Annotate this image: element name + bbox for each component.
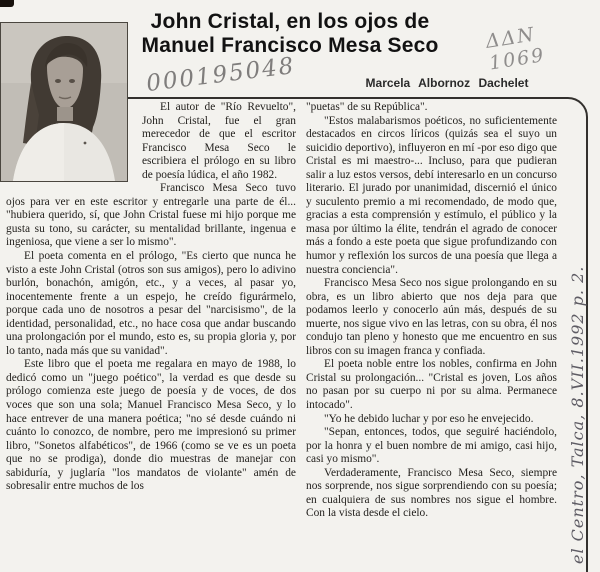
article-paragraph: "puetas" de su República".: [306, 101, 428, 113]
scan-corner-mark: [0, 0, 14, 7]
article-right-column: [306, 101, 557, 521]
article-paragraph: "Yo he debido luchar y por eso he envejecido.: [324, 412, 534, 425]
byline: Marcela Albornoz Dachelet: [365, 76, 529, 90]
handwritten-catalog-code: ΔΔN 1069: [484, 23, 547, 75]
handwritten-accession-number: 000195048: [144, 52, 297, 98]
article-paragraph: "Estos malabarismos poéticos, no suficientemente destacados en circos líricos (quizás sea el suyo un suicidio deportivo), influyeron en mí -por eso digo que Cristal es mi maestro-... Incluso, para que pudieran salir a luz estos versos, debí interesarlo en un concurso literario. El jurado por unanimidad, discernió el único y suculento premio a mi recomendado, de modo que, gracias a esta comprensión y estímulo, el público y la masa por último la élite, tendrán el agrado de conocer más a fondo a este poeta que sigue profundizando con humor y reflexión los surcos de una poesía que llega a nuestra conciencia".: [306, 114, 557, 276]
article-paragraph: El autor de "Río Revuelto", John Cristal, fue el gran merecedor de que el escritor Francisco Mesa Seco le escribiera el prólogo en su libro de poesía lúdica, el año 1982.: [142, 101, 296, 181]
article-paragraph: El poeta comenta en el prólogo, "Es cierto que nunca he visto a este John Cristal (otros son sus amigos), pero lo adivino burlón, bonachón, amigón, etc., y a veces, al pasar yo, inocentemente frente a un espejo, he creído figurármelo, porque cada uno de nosotros a pesar del "narcisismo", de la identidad, personalidad, etc., no hace cosa que andar buscando una prolongación por el mundo, esto es, su propia gloria y, por lo tanto, nada más que su vanidad".: [6, 250, 296, 357]
article-title-line2: Manuel Francisco Mesa Seco: [141, 34, 439, 57]
article-paragraph: "Sepan, entonces, todos, que seguiré haciéndolo, por la honra y el buen nombre de mi amigo, casi hijo, casi yo mismo".: [306, 426, 557, 466]
portrait-photo-drawing: [1, 23, 127, 181]
portrait-photo: [0, 22, 128, 182]
article-paragraph: El poeta noble entre los nobles, confirma en John Cristal su prolongación... "Cristal es joven, Los años no pasan por su cuerpo ni por su alma. Permanece intocado".: [306, 358, 557, 412]
article-paragraph: Verdaderamente, Francisco Mesa Seco, siempre nos sorprende, nos sigue sorprendiendo con su poesía; en cualquiera de sus nombres nos sigue el hombre. Con la vista desde el cielo.: [306, 466, 557, 520]
article-title: [112, 10, 468, 58]
article-paragraph: Francisco Mesa Seco tuvo ojos para ver en este escritor y entregarle una parte de él... "hubiera querido, sí, que John Cristal fuese mi hijo porque me gusta su tono, su carácter, su mentalidad brillante, ingenua e ingeniosa, que viene a ser lo mismo".: [6, 182, 296, 249]
article-paragraph: Este libro que el poeta me regalara en mayo de 1988, lo dedicó como un "juego poético", la verdad es que desde su prólogo comienza este juego de poesía y de voces, de dos voces que son una sola; Manuel Francisco Mesa Seco, y lo hace entrever de una manera poética; "no sé desde cuándo ni cuánto lo conozco, de nombre, pero me impresionó su primer libro, "Sonetos alfabéticos", de 1966 (como se ve es un poeta que no se prodiga), donde dio muestras de manejar con sabiduría, y juglaría "los mandatos de violante" amén de sobresalir entre muchos de los: [6, 358, 296, 493]
article-title-line1: John Cristal, en los ojos de: [150, 10, 430, 33]
article-paragraph: Francisco Mesa Seco nos sigue prolongando en su obra, es un libro abierto que nos deja para que podamos leerlo y conocerlo aún más, después de su muerte, nos sigue vivo en las letras, con su obra, él nos condujo tan pleno y honesto que me encuentro en sus libros con su imagen franca y confiada.: [306, 277, 557, 357]
handwritten-source-note: el Centro, Talca, 8.VII.1992 p. 2.: [568, 265, 587, 564]
